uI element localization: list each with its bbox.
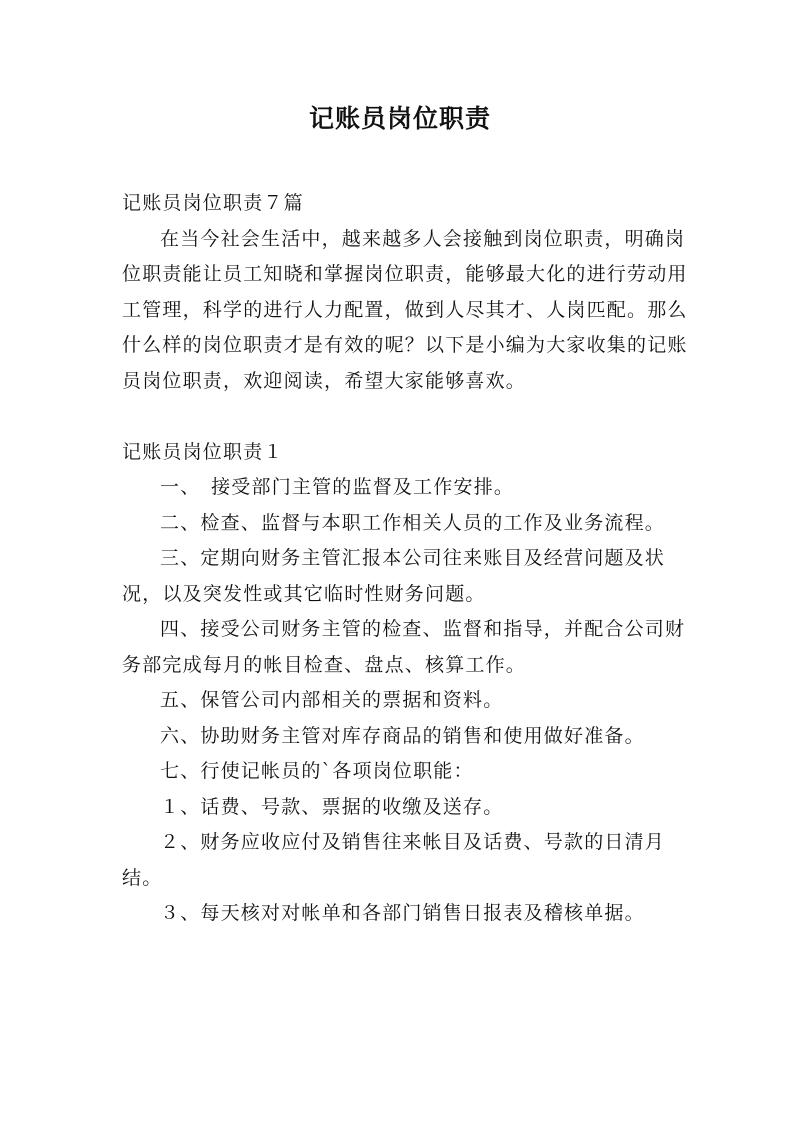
duty-subitem: ３、每天核对对帐单和各部门销售日报表及稽核单据。 [160,902,645,924]
intro-paragraph: 在当今社会生活中，越来越多人会接触到岗位职责，明确岗位职责能让员工知晓和掌握岗位职责，能够最大化的进行劳动用工管理，科学的进行人力配置，做到人尽其才、人岗匹配。那么什么样的岗位职责才是有效的呢？以下是小编为大家收集的记账员岗位职责，欢迎阅读，希望大家能够喜欢。 [122,227,688,392]
duty-subitem: １、话费、号款、票据的收缴及送存。 [160,795,504,818]
paragraph-spacer [122,399,690,435]
document-body [122,186,690,932]
section-heading: 记账员岗位职责１ [122,440,284,463]
duty-subitem: ２、财务应收应付及销售往来帐目及话费、号款的日清月结。 [122,831,666,889]
duty-item: 七、行使记帐员的`各项岗位职能： [160,760,474,782]
document-subtitle: 记账员岗位职责７篇 [122,192,304,214]
duty-item: 二、检查、监督与本职工作相关人员的工作及业务流程。 [160,511,666,534]
duty-item: 五、保管公司内部相关的票据和资料。 [160,689,504,711]
duty-item: 一、 接受部门主管的监督及工作安排。 [160,476,515,498]
duty-item: 四、接受公司财务主管的检查、监督和指导，并配合公司财务部完成每月的帐目检查、盘点、核算工作。 [122,618,686,676]
duty-item: 六、协助财务主管对库存商品的销售和使用做好准备。 [160,724,645,747]
duty-item: 三、定期向财务主管汇报本公司往来账目及经营问题及状况，以及突发性或其它临时性财务问题。 [122,547,666,605]
document-title: 记账员岗位职责 [308,104,491,133]
